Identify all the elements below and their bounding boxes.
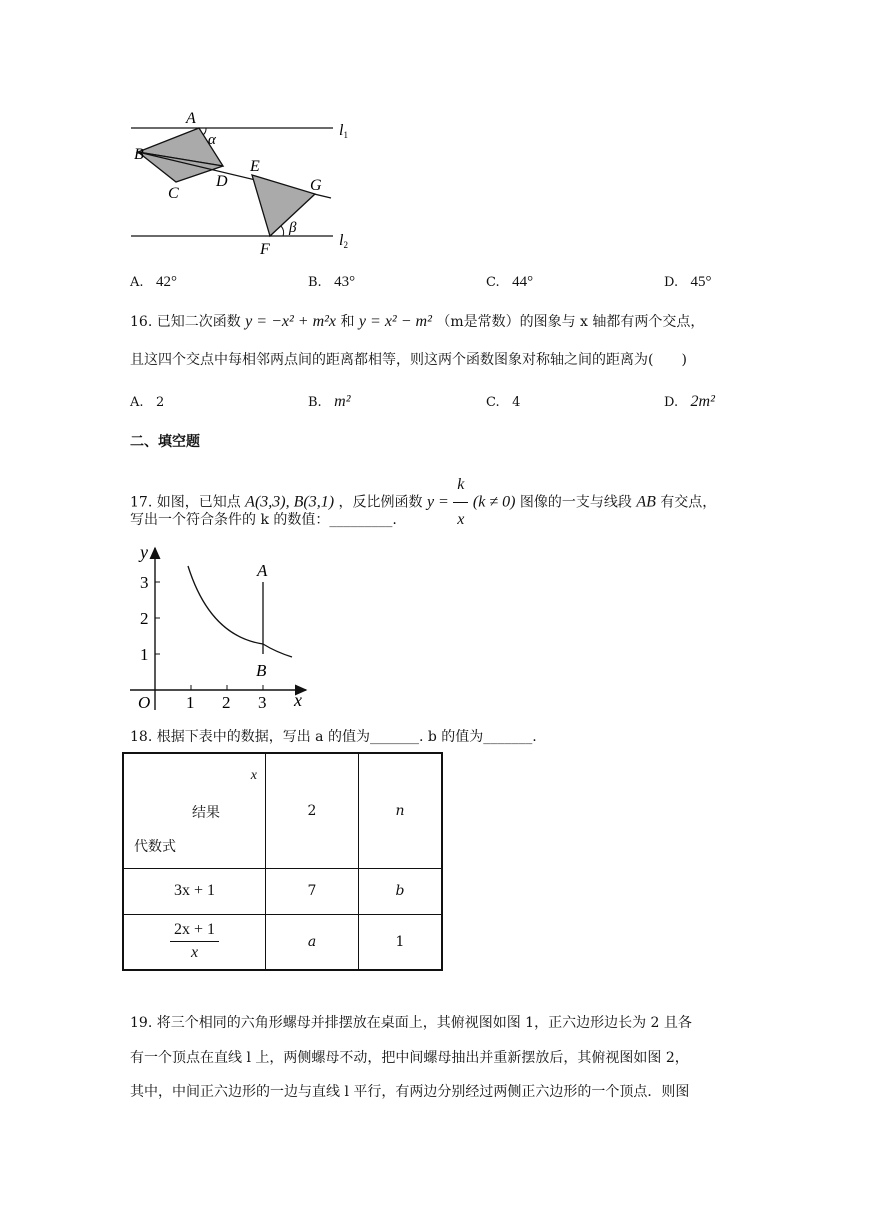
label-C: C (168, 185, 179, 202)
y-tick-2: 2 (140, 609, 149, 628)
option-value: 42° (155, 274, 177, 290)
q18-text: 18. 根据下表中的数据，写出 a 的值为_______. b 的值为_______. (130, 729, 537, 745)
header-x-label: x (250, 768, 257, 783)
table-row (123, 914, 442, 970)
x-tick-2: 2 (222, 693, 231, 712)
q16-and: 和 (340, 314, 355, 330)
option-value: 2 (155, 395, 165, 410)
row1-value-2: b (359, 868, 443, 914)
point-A-label: A (257, 561, 268, 580)
q17-segment: AB (636, 493, 656, 511)
label-B: B (134, 146, 144, 163)
q17-mid: ，反比例函数 (338, 494, 423, 511)
table-header-row (123, 753, 442, 868)
header-col-1: 2 (266, 753, 359, 868)
row1-value-1: 7 (266, 868, 359, 914)
label-beta: β (289, 220, 297, 236)
axis-y-label: y (140, 542, 148, 562)
row2-fraction (170, 921, 219, 962)
option-letter: A. (130, 395, 144, 410)
axis-x-label: x (294, 690, 302, 710)
label-A: A (186, 110, 196, 127)
point-B-label: B (256, 661, 267, 680)
option-value: 4 (512, 395, 521, 410)
option-value: 44° (512, 274, 534, 290)
option-letter: A. (130, 275, 144, 290)
option-value: 43° (334, 274, 356, 290)
header-expr-label: 代数式 (134, 839, 176, 855)
q17-func-y: y = (426, 493, 449, 511)
q16-line2: 且这四个交点中每相邻两点间的距离都相等，则这两个函数图象对称轴之间的距离为( ) (130, 352, 687, 368)
q17-points: A(3,3), B(3,1) (245, 493, 335, 511)
x-tick-1: 1 (186, 693, 195, 712)
label-alpha: α (208, 132, 216, 148)
q15-option-d (664, 272, 712, 293)
label-l1: l1 (339, 122, 348, 140)
y-tick-3: 3 (140, 573, 149, 592)
fraction-numerator: 2x + 1 (170, 921, 219, 942)
fraction-denominator: x (190, 944, 199, 962)
y-tick-1: 1 (140, 645, 149, 664)
q19-line1: 19. 将三个相同的六角形螺母并排摆放在桌面上，其俯视图如图 1，正六边形边长为 2 且各 (130, 1015, 692, 1031)
label-E: E (250, 158, 260, 175)
table-row (123, 868, 442, 914)
row1-expr: 3x + 1 (123, 868, 266, 914)
q16-function-2: y = x² − m² (358, 313, 432, 330)
q16-prefix: 16. 已知二次函数 (130, 314, 241, 330)
q18-table (122, 752, 443, 971)
origin-label: O (138, 693, 151, 712)
option-letter: D. (664, 275, 679, 290)
q17-suffix: 图像的一支与线段 (519, 494, 632, 511)
label-D: D (216, 173, 228, 190)
figure-inverse-function-graph (126, 540, 316, 715)
q16-option-b (308, 392, 351, 413)
q15-option-c (486, 272, 533, 293)
x-tick-3: 3 (258, 693, 267, 712)
row2-value-2: 1 (359, 914, 443, 970)
figure-parallel-lines-triangles (128, 108, 368, 260)
q19-line2: 有一个顶点在直线 l 上，两侧螺母不动，把中间螺母抽出并重新摆放后，其俯视图如图 2， (130, 1050, 689, 1066)
q17-prefix: 17. 如图，已知点 (130, 494, 241, 511)
q16-option-d (664, 392, 715, 413)
label-F: F (260, 241, 270, 258)
option-letter: B. (308, 395, 322, 410)
q17-line2: 写出一个符合条件的 k 的数值：_________. (130, 512, 397, 528)
fraction-denominator: x (457, 511, 465, 528)
q15-option-a (130, 272, 177, 293)
option-value: 2m² (690, 393, 715, 410)
header-col-2: n (359, 753, 443, 868)
option-letter: D. (664, 395, 679, 410)
label-l2: l2 (339, 232, 348, 250)
q16-option-c (486, 392, 520, 413)
table-header-diagonal-cell (123, 753, 266, 868)
row2-value-1: a (266, 914, 359, 970)
label-G: G (310, 177, 322, 194)
header-result-label: 结果 (192, 805, 220, 821)
option-letter: C. (486, 395, 500, 410)
option-value: 45° (690, 274, 712, 290)
q16-suffix: （m是常数）的图象与 x 轴都有两个交点， (436, 314, 705, 330)
q17-fraction (453, 470, 468, 535)
q17-suffix2: 有交点， (660, 494, 717, 511)
q16-function-1: y = −x² + m²x (245, 313, 337, 330)
q17-func-condition: (k ≠ 0) (472, 493, 516, 511)
q15-option-b (308, 272, 355, 293)
option-letter: C. (486, 275, 500, 290)
fraction-numerator: k (453, 470, 468, 503)
q16-line1 (130, 312, 704, 332)
q16-option-a (130, 392, 164, 413)
option-letter: B. (308, 275, 322, 290)
row2-expr (123, 914, 266, 970)
option-value: m² (334, 393, 351, 410)
section-heading-fill-in: 二、填空题 (130, 434, 200, 450)
q19-line3: 其中，中间正六边形的一边与直线 l 平行，有两边分别经过两侧正六边形的一个顶点．则图 (130, 1084, 690, 1100)
